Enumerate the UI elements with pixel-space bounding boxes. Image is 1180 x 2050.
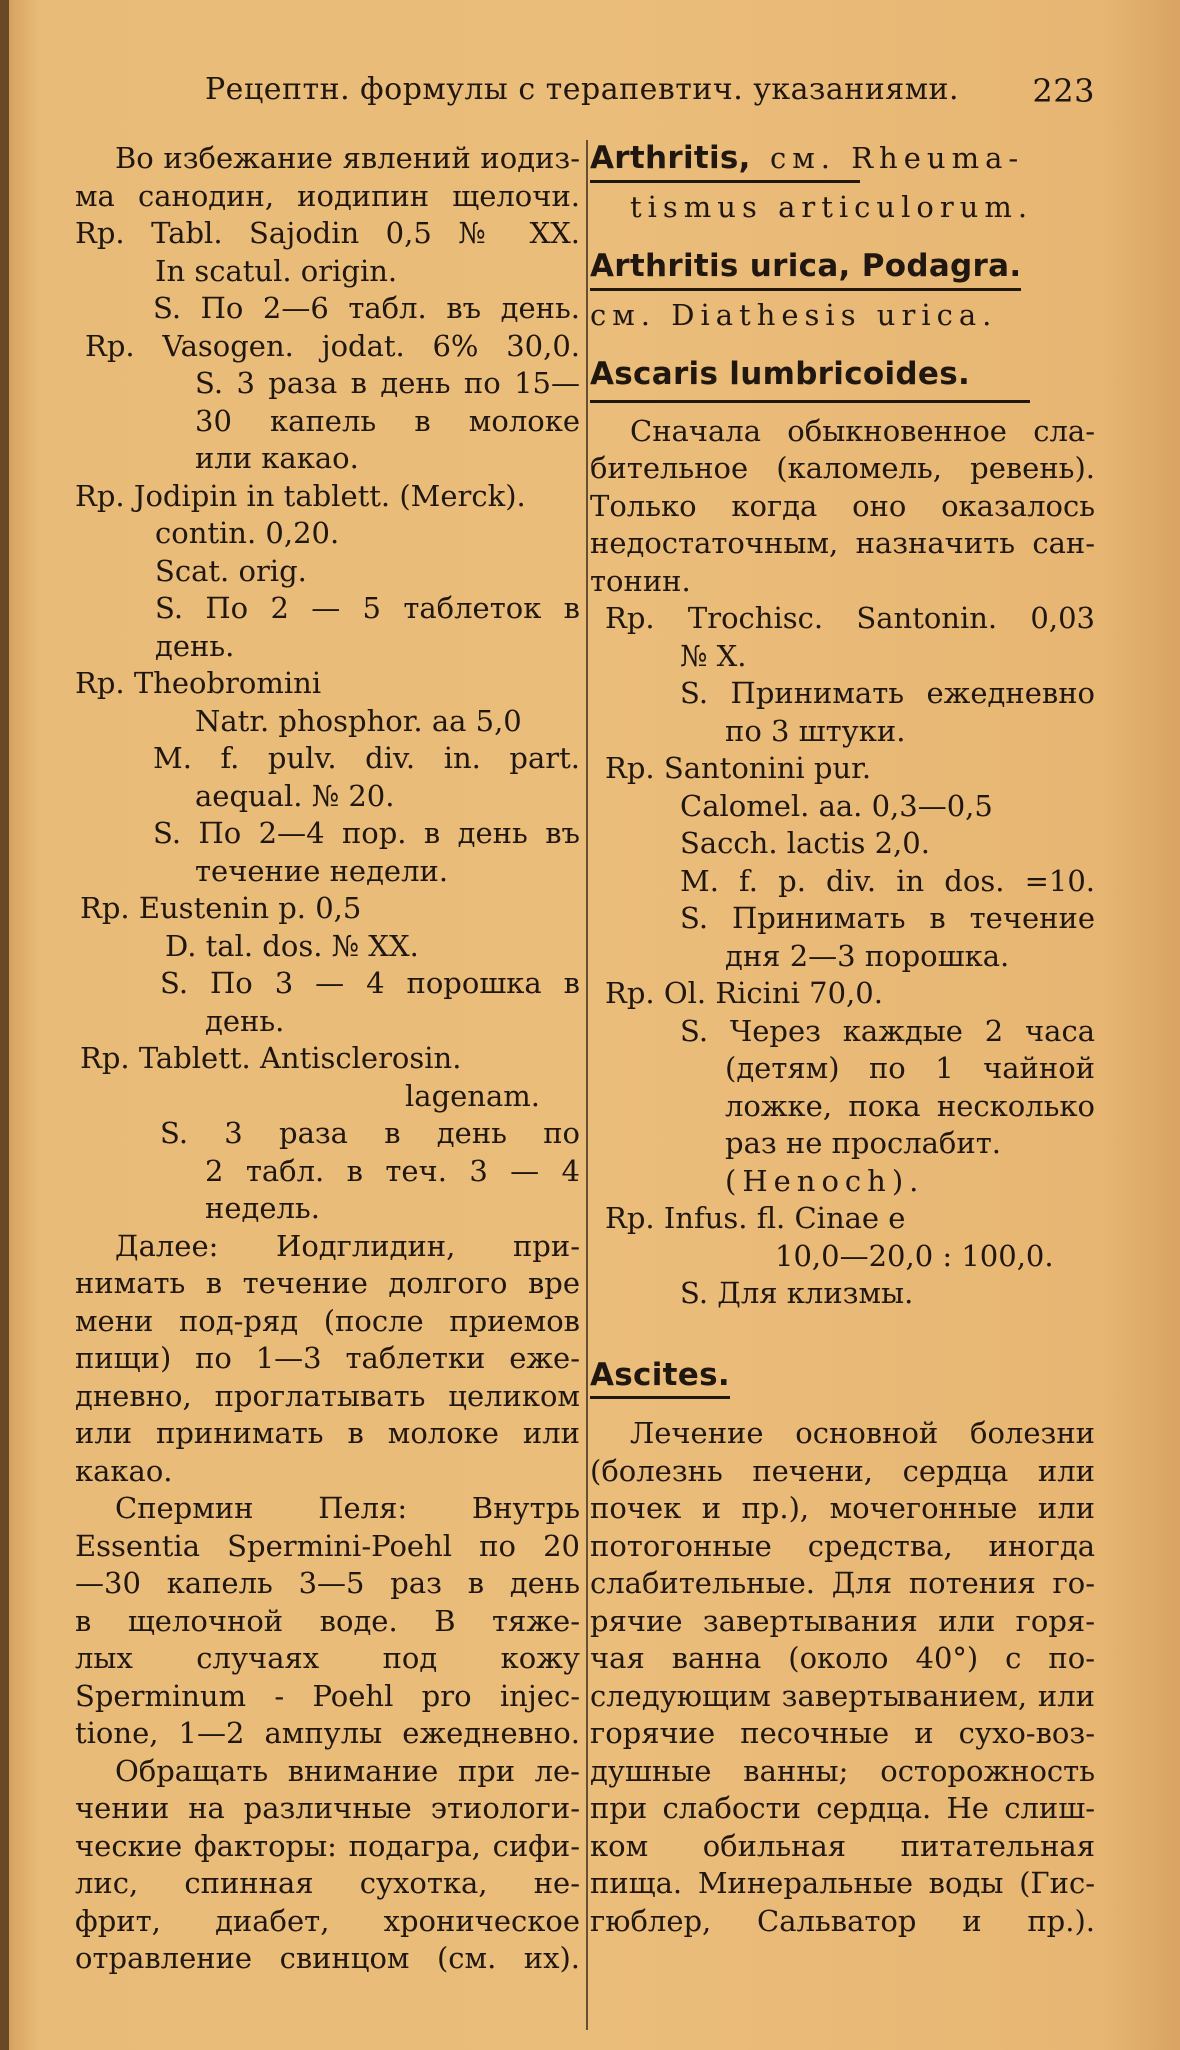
text-line: фрит, диабет, хроническое	[75, 1903, 580, 1938]
section-heading-ascaris: Ascaris lumbricoides.	[590, 356, 971, 392]
text-line: горячие песочные и сухо-воз-	[590, 1716, 1095, 1750]
text-line: бительное (каломель, ревень).	[590, 451, 1095, 485]
recipe-line: S. По 3 — 4 порошка в	[160, 966, 580, 1000]
recipe-line: S. По 2—6 табл. въ день.	[153, 291, 580, 325]
text-line: тонин.	[590, 563, 691, 598]
recipe-line: Rp. Ol. Ricini 70,0.	[605, 976, 883, 1010]
recipe-line: Rp. Vasogen. jodat. 6% 30,0.	[85, 328, 580, 363]
text-line: рячие завертывания или горя-	[590, 1603, 1095, 1638]
text-line: гюблер, Сальватор и пр.).	[590, 1903, 1095, 1938]
recipe-line: по 3 штуки.	[725, 713, 906, 748]
text-line: ческие факторы: подагра, сифи-	[75, 1828, 580, 1863]
text-line: —30 капель 3—5 раз в день	[75, 1566, 580, 1600]
recipe-line: (детям) по 1 чайной	[725, 1051, 1095, 1085]
text-line: Во избежание явлений иодиз-	[115, 141, 580, 175]
page-number: 223	[1032, 72, 1095, 110]
section-heading-ascites: Ascites.	[590, 1357, 730, 1400]
recipe-line: S. Принимать в течение	[680, 901, 1095, 935]
section-ascites	[590, 1357, 1095, 1400]
recipe-line: aequal. № 20.	[195, 778, 395, 813]
text-line: дневно, проглатывать целиком	[75, 1378, 580, 1413]
text-line: нимать в течение долгого вре	[75, 1266, 580, 1300]
text-line: Спермин Пеля: Внутрь	[115, 1491, 580, 1525]
heading-rule	[590, 180, 860, 183]
text-line: или принимать в молоке или	[75, 1416, 580, 1450]
text-line: (болезнь печени, сердца или	[590, 1453, 1095, 1488]
text-line: в щелочной воде. В тяже-	[75, 1603, 580, 1638]
text-line: tione, 1—2 ампулы ежедневно.	[75, 1716, 580, 1750]
section-arthritis-urica	[590, 248, 1095, 291]
recipe-line: Rp. Santonini pur.	[605, 751, 872, 785]
recipe-line: Scat. orig.	[155, 553, 307, 588]
column-divider	[586, 140, 588, 2030]
recipe-line: S. 3 раза в день по 15—	[195, 366, 580, 400]
recipe-line: S. По 2 — 5 таблеток в	[155, 591, 580, 625]
recipe-line: D. tal. dos. № XX.	[165, 928, 419, 963]
section-ascaris	[590, 356, 1095, 394]
text-line: чении на различные этиологи-	[75, 1791, 580, 1825]
recipe-line: S. 3 раза в день по	[160, 1116, 580, 1150]
text-line: мени под-ряд (после приемов	[75, 1303, 580, 1338]
recipe-line: lagenam.	[405, 1078, 540, 1113]
text-line: почек и пр.), мочегонные или	[590, 1491, 1095, 1525]
right-column	[590, 140, 1095, 1940]
text-line: следующим завертыванием, или	[590, 1678, 1095, 1713]
text-line: ма санодин, иодипин щелочи.	[75, 178, 580, 213]
text-line: Лечение основной болезни	[630, 1416, 1095, 1450]
text-line: ком обильная питательная	[590, 1828, 1095, 1863]
text-line: какао.	[75, 1453, 173, 1488]
text-line: лис, спинная сухотка, не-	[75, 1866, 580, 1900]
text-line: недостаточным, назначить сан-	[590, 526, 1095, 560]
text-line: Сначала обыкновенное сла-	[630, 413, 1095, 448]
text-line: Далее: Иодглидин, при-	[115, 1228, 580, 1263]
recipe-line: M. f. pulv. div. in. part.	[153, 741, 580, 775]
text-line: отравление свинцом (см. их).	[75, 1941, 580, 1975]
section-arthritis	[590, 140, 1095, 178]
recipe-line: 30 капель в молоке	[195, 403, 580, 438]
text-line: потогонные средства, иногда	[590, 1528, 1095, 1563]
recipe-line: Natr. phosphor. aa 5,0	[195, 703, 522, 738]
recipe-line: Rp. Tabl. Sajodin 0,5 № XX.	[75, 216, 580, 250]
recipe-line: (Henoch).	[725, 1163, 925, 1198]
recipe-line: Calomel. aa. 0,3—0,5	[680, 788, 993, 823]
text-line: Sperminum - Poehl pro injec-	[75, 1678, 580, 1713]
cross-reference: tismus articulorum.	[630, 189, 1034, 224]
recipe-line: день.	[155, 628, 235, 663]
recipe-line: № X.	[680, 638, 747, 673]
recipe-line: раз не прослабит.	[725, 1126, 1001, 1160]
text-line: Обращать внимание при ле-	[115, 1753, 580, 1788]
spacer	[590, 1313, 1095, 1357]
recipe-line: ложке, пока несколько	[725, 1088, 1095, 1123]
text-line: слабительные. Для потения го-	[590, 1566, 1095, 1600]
cross-reference: см. Diathesis urica.	[590, 297, 998, 332]
page-binding-edge	[0, 0, 9, 2050]
recipe-line: Rp. Eustenin p. 0,5	[80, 891, 362, 925]
recipe-line: Rp. Jodipin in tablett. (Merck).	[75, 478, 526, 513]
spacer	[590, 1399, 1095, 1415]
spacer	[590, 226, 1095, 248]
text-line: лых случаях под кожу	[75, 1641, 580, 1675]
text-line: Только когда оно оказалось	[590, 488, 1095, 523]
recipe-line: In scatul. origin.	[155, 253, 398, 288]
recipe-line: S. Принимать ежедневно	[680, 676, 1095, 710]
recipe-line: недель.	[205, 1191, 320, 1225]
recipe-line: Sacch. lactis 2,0.	[680, 826, 930, 860]
text-line: при слабости сердца. Не слиш-	[590, 1791, 1095, 1825]
recipe-line: Rp. Trochisc. Santonin. 0,03	[605, 601, 1095, 635]
running-header	[205, 72, 1095, 110]
recipe-line: день.	[205, 1003, 285, 1038]
recipe-line: 2 табл. в теч. 3 — 4	[205, 1153, 580, 1188]
text-line: Essentia Spermini-Poehl по 20	[75, 1528, 580, 1563]
recipe-line: 10,0—20,0 : 100,0.	[775, 1238, 1054, 1273]
recipe-line: Rp. Theobromini	[75, 666, 322, 700]
recipe-line: Rp. Tablett. Antisclerosin.	[80, 1041, 462, 1075]
recipe-line: contin. 0,20.	[155, 516, 340, 550]
spacer	[590, 334, 1095, 356]
section-heading-arthritis-urica: Arthritis urica, Podagra.	[590, 248, 1021, 291]
text-line: чая ванна (около 40°) с по-	[590, 1641, 1095, 1675]
recipe-line: S. Через каждые 2 часа	[680, 1013, 1095, 1048]
header-title: Рецептн. формулы с терапевтич. указаниями.	[205, 72, 960, 107]
recipe-line: Rp. Infus. fl. Cinae e	[605, 1201, 906, 1235]
text-line: пища. Минеральные воды (Гис-	[590, 1866, 1095, 1900]
heading-rule	[590, 400, 1030, 403]
recipe-line: S. Для клизмы.	[680, 1276, 914, 1310]
section-heading-arthritis: Arthritis,	[590, 140, 751, 176]
recipe-line: дня 2—3 порошка.	[725, 938, 1010, 973]
recipe-line: M. f. p. div. in dos. =10.	[680, 863, 1095, 898]
cross-reference: см. Rheuma-	[769, 141, 1025, 175]
recipe-line: течение недели.	[195, 853, 449, 888]
recipe-line: или какао.	[195, 441, 359, 475]
text-line: пищи) по 1—3 таблетки еже-	[75, 1341, 580, 1375]
recipe-line: S. По 2—4 пор. в день въ	[153, 816, 580, 850]
left-column	[75, 140, 580, 1978]
text-line: душные ванны; осторожность	[590, 1753, 1095, 1788]
